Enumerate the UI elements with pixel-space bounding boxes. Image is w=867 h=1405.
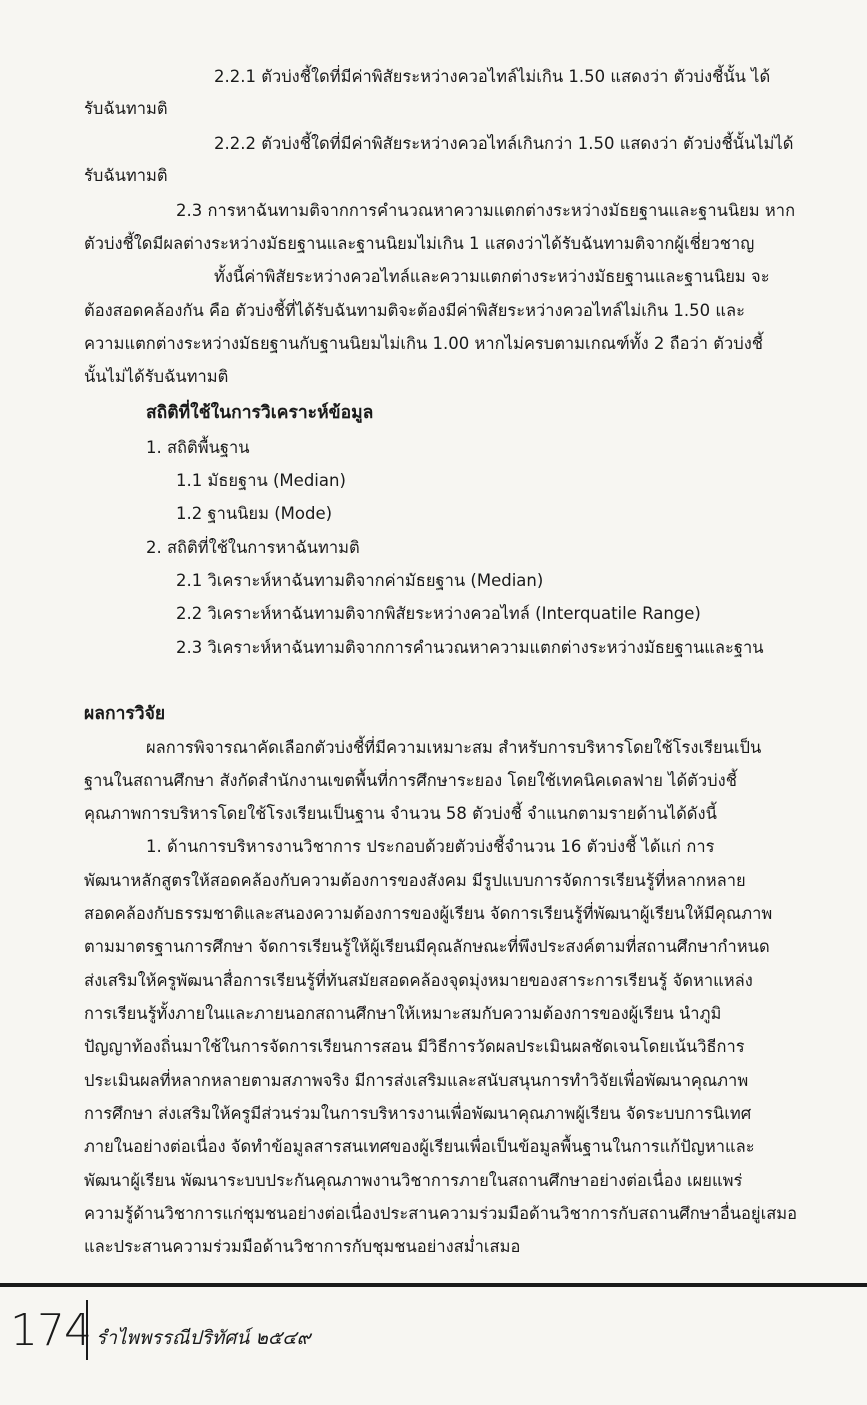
section-heading-results: ผลการวิจัย (84, 704, 166, 724)
paragraph-line: ปัญญาท้องถิ่นมาใช้ในการจัดการเรียนการสอน มีวิธีการวัดผลประเมินผลชัดเจนโดยเน้นวิธีการ (84, 1037, 745, 1056)
paragraph-line: ความแตกต่างระหว่างมัธยฐานกับฐานนิยมไม่เกิน 1.00 หากไม่ครบตามเกณฑ์ทั้ง 2 ถือว่า ตัวบ่งชี้ (84, 334, 763, 353)
list-item: 2.3 วิเคราะห์หาฉันทามติจากการคำนวณหาความแตกต่างระหว่างมัธยฐานและฐาน (176, 638, 764, 657)
paragraph-line: 2.3 การหาฉันทามติจากการคำนวณหาความแตกต่างระหว่างมัธยฐานและฐานนิยม หาก (176, 201, 796, 220)
paragraph-line: พัฒนาผู้เรียน พัฒนาระบบประกันคุณภาพงานวิชาการภายในสถานศึกษาอย่างต่อเนื่อง เผยแพร่ (84, 1171, 743, 1190)
paragraph-line: รับฉันทามติ (84, 166, 168, 185)
list-item: 1.2 ฐานนิยม (Mode) (176, 504, 333, 523)
paragraph-line: ภายในอย่างต่อเนื่อง จัดทำข้อมูลสารสนเทศของผู้เรียนเพื่อเป็นข้อมูลพื้นฐานในการแก้ปัญหาและ (84, 1137, 755, 1156)
paragraph-line: การเรียนรู้ทั้งภายในและภายนอกสถานศึกษาให้เหมาะสมกับความต้องการของผู้เรียน นำภูมิ (84, 1004, 722, 1023)
paragraph-line: พัฒนาหลักสูตรให้สอดคล้องกับความต้องการของสังคม มีรูปแบบการจัดการเรียนรู้ที่หลากหลาย (84, 871, 746, 890)
paragraph-line: สอดคล้องกับธรรมชาติและสนองความต้องการของผู้เรียน จัดการเรียนรู้ที่พัฒนาผู้เรียนให้มีคุณภาพ (84, 904, 773, 923)
list-item: 2.2 วิเคราะห์หาฉันทามติจากพิสัยระหว่างควอไทล์ (Interquatile Range) (176, 604, 701, 623)
paragraph-line: ทั้งนี้ค่าพิสัยระหว่างควอไทล์และความแตกต่างระหว่างมัธยฐานและฐานนิยม จะ (214, 267, 770, 286)
paragraph-line: ฐานในสถานศึกษา สังกัดสำนักงานเขตพื้นที่การศึกษาระยอง โดยใช้เทคนิคเดลฟาย ได้ตัวบ่งชี้ (84, 771, 737, 790)
page-number: 174 (10, 1305, 91, 1356)
paragraph-line: ความรู้ด้านวิชาการแก่ชุมชนอย่างต่อเนื่องประสานความร่วมมือด้านวิชาการกับสถานศึกษาอื่นอยู่เสมอ (84, 1204, 798, 1223)
paragraph-line: 1. ด้านการบริหารงานวิชาการ ประกอบด้วยตัวบ่งชี้จำนวน 16 ตัวบ่งชี้ ได้แก่ การ (146, 837, 715, 856)
paragraph-line: รับฉันทามติ (84, 99, 168, 118)
paragraph-line: 2.2.1 ตัวบ่งชี้ใดที่มีค่าพิสัยระหว่างควอไทล์ไม่เกิน 1.50 แสดงว่า ตัวบ่งชี้นั้น ได้ (214, 67, 771, 86)
list-item: 1.1 มัธยฐาน (Median) (176, 471, 346, 490)
paragraph-line: ประเมินผลที่หลากหลายตามสภาพจริง มีการส่งเสริมและสนับสนุนการทำวิจัยเพื่อพัฒนาคุณภาพ (84, 1071, 749, 1090)
list-item: 1. สถิติพื้นฐาน (146, 438, 250, 457)
paragraph-line: ตามมาตรฐานการศึกษา จัดการเรียนรู้ให้ผู้เรียนมีคุณลักษณะที่พึงประสงค์ตามที่สถานศึกษากำหนด (84, 937, 770, 956)
paragraph-line: คุณภาพการบริหารโดยใช้โรงเรียนเป็นฐาน จำนวน 58 ตัวบ่งชี้ จำแนกตามรายด้านได้ดังนี้ (84, 804, 717, 823)
paragraph-line: ต้องสอดคล้องกัน คือ ตัวบ่งชี้ที่ได้รับฉันทามติจะต้องมีค่าพิสัยระหว่างควอไทล์ไม่เกิน 1.50 และ (84, 301, 745, 320)
footer-rule (0, 1283, 867, 1287)
paragraph-line: ส่งเสริมให้ครูพัฒนาสื่อการเรียนรู้ที่ทันสมัยสอดคล้องจุดมุ่งหมายของสาระการเรียนรู้ จัดหาแหล่ง (84, 971, 753, 990)
paragraph-line: และประสานความร่วมมือด้านวิชาการกับชุมชนอย่างสม่ำเสมอ (84, 1237, 521, 1256)
section-heading-statistics: สถิติที่ใช้ในการวิเคราะห์ข้อมูล (146, 403, 374, 423)
paragraph-line: การศึกษา ส่งเสริมให้ครูมีส่วนร่วมในการบริหารงานเพื่อพัฒนาคุณภาพผู้เรียน จัดระบบการนิเทศ (84, 1104, 752, 1123)
paragraph-line: 2.2.2 ตัวบ่งชี้ใดที่มีค่าพิสัยระหว่างควอไทล์เกินกว่า 1.50 แสดงว่า ตัวบ่งชี้นั้นไม่ได้ (214, 134, 794, 153)
list-item: 2.1 วิเคราะห์หาฉันทามติจากค่ามัธยฐาน (Median) (176, 571, 544, 590)
paragraph-line: ผลการพิจารณาคัดเลือกตัวบ่งชี้ที่มีความเหมาะสม สำหรับการบริหารโดยใช้โรงเรียนเป็น (146, 738, 762, 757)
paragraph-line: ตัวบ่งชี้ใดมีผลต่างระหว่างมัธยฐานและฐานนิยมไม่เกิน 1 แสดงว่าได้รับฉันทามติจากผู้เชี่ยวชาญ (84, 234, 755, 253)
journal-title: รำไพพรรณีปริทัศน์ ๒๕๔๙ (96, 1327, 311, 1349)
list-item: 2. สถิติที่ใช้ในการหาฉันทามติ (146, 538, 360, 557)
paragraph-line: นั้นไม่ได้รับฉันทามติ (84, 367, 229, 386)
